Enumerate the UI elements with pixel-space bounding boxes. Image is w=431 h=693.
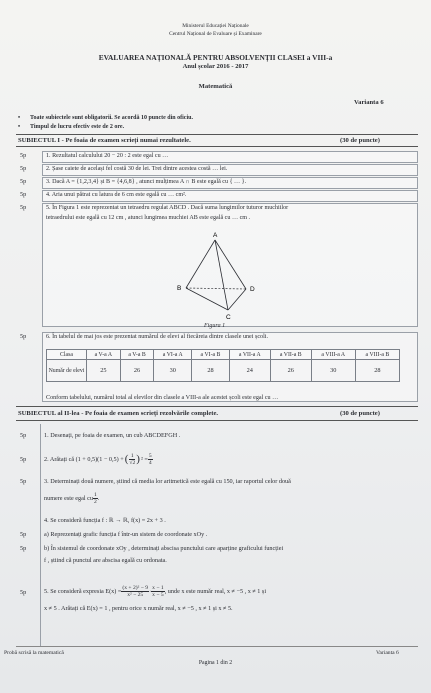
table-cell: 28 — [192, 360, 230, 382]
question-text: b) În sistemul de coordonate xOy , determinați abscisa punctului care aparține graficului funcției — [44, 545, 284, 552]
question-text: 2. Arătați că (1 + 0,5)(1 − 0,5) + — [44, 455, 124, 463]
question-text: 5. Se consideră expresia E(x) = — [44, 587, 122, 595]
question-row — [16, 164, 418, 176]
fraction: $\frac{x - 1}{x - 5}$ — [152, 584, 164, 598]
table-header-cell: a VIII-a B — [355, 350, 399, 360]
question-text: a) Reprezentați grafic funcția f într-un sistem de coordonate xOy . — [44, 531, 208, 538]
bullet-icon: • — [18, 115, 21, 121]
page-number: Pagina 1 din 2 — [198, 660, 233, 666]
question-points: 5p — [20, 191, 27, 198]
tetrahedron-figure — [160, 228, 270, 328]
table-cell: 30 — [311, 360, 355, 382]
question-points: 5p — [20, 178, 27, 185]
table-header-cell: Clasa — [47, 350, 87, 360]
question-row — [16, 151, 418, 163]
question-text-cont: tetraedrului este egală cu 12 cm , atunci lungimea muchiei AB este egală cu … cm . — [46, 215, 251, 221]
subject1-title: SUBIECTUL I - Pe foaia de examen scrieți numai rezultatele. — [18, 137, 191, 144]
question-points: 5p — [20, 204, 27, 211]
subject1-points: (30 de puncte) — [340, 137, 380, 144]
table-header-cell: a V-a B — [120, 350, 154, 360]
table-cell: 25 — [87, 360, 121, 382]
fraction: $\frac{1}{√2}$ — [129, 452, 136, 466]
divider — [16, 146, 418, 147]
figure-caption: Figura 1 — [204, 323, 226, 329]
table-row — [47, 360, 400, 382]
subject-name: Matematică — [198, 83, 233, 90]
bullet-icon: • — [18, 124, 21, 130]
table-cell: 30 — [154, 360, 192, 382]
question-points: 5p — [20, 432, 27, 439]
table-cell: 28 — [355, 360, 399, 382]
divider — [16, 406, 418, 407]
question-line: 5. Se consideră expresia E(x) = $\frac{\text{(x + 2)² − 9}}{\text{x² − 25}}$ · $\frac{x - 1}{x - 5}$ , unde x este număr real, x ≠ −5 , x ≠ 1 și — [44, 584, 267, 598]
question-text-cont: x ≠ 5 . Arătați că E(x) = 1 , pentru orice x număr real, x ≠ −5 , x ≠ 1 și x ≠ 5. — [44, 605, 233, 612]
instruction-1: Toate subiectele sunt obligatorii. Se acordă 10 puncte din oficiu. — [30, 115, 193, 121]
question-points: 5p — [20, 589, 27, 596]
question-text: 4. Aria unui pătrat cu latura de 6 cm este egală cu … cm². — [46, 192, 187, 198]
table-header-cell: a VIII-a A — [311, 350, 355, 360]
vertex-label-b: B — [177, 285, 182, 292]
divider — [16, 134, 418, 135]
fraction: $\frac{1}{2}$ — [93, 491, 97, 505]
question-text-cont: numere este egal cu — [44, 494, 93, 502]
table-header-cell: a VII-a A — [229, 350, 270, 360]
vertex-label-a: A — [213, 232, 218, 239]
class-table — [46, 349, 400, 382]
question-text: 5. În Figura 1 este reprezentat un tetraedru regulat ABCD . Dacă suma lungimilor tuturor muchiilor — [46, 205, 289, 211]
table-header-cell: a VI-a A — [154, 350, 192, 360]
question-text-cont: f , știind că punctul are abscisa egală cu ordonata. — [44, 557, 167, 564]
school-year: Anul școlar 2016 - 2017 — [182, 63, 249, 70]
table-row-label: Număr de elevi — [47, 360, 87, 382]
footer-right: Varianta 6 — [376, 650, 399, 656]
question-points: 5p — [20, 152, 27, 159]
center-name: Centrul Național de Evaluare și Examinare — [169, 31, 262, 37]
subject2-points: (30 de puncte) — [340, 410, 380, 417]
question-text-cont: Conform tabelului, numărul total al elevilor din clasele a VIII-a ale acestei școli este egal cu … — [46, 395, 279, 401]
table-cell: 26 — [120, 360, 154, 382]
question-text: 3. Dacă A = {1,2,3,4} și B = {4,6,8} , atunci mulțimea A ∩ B este egală cu { … }. — [46, 179, 247, 185]
footer-divider — [16, 646, 418, 647]
ministry-name: Ministerul Educației Naționale — [182, 23, 249, 29]
question-row — [16, 332, 418, 344]
table-header-cell: a V-a A — [87, 350, 121, 360]
question-row — [16, 177, 418, 189]
question-text: 3. Determinați două numere, știind că media lor aritmetică este egală cu 150, iar raportul celor două — [44, 478, 291, 485]
question-text: 4. Se consideră funcția f : ℝ → ℝ, f(x) = 2x + 3 . — [44, 517, 166, 524]
instruction-2: Timpul de lucru efectiv este de 2 ore. — [30, 124, 125, 130]
divider — [16, 420, 418, 421]
footer-left: Probă scrisă la matematică — [4, 650, 64, 656]
margin-line — [40, 424, 41, 646]
table-header-cell: a VI-a B — [192, 350, 230, 360]
question-points: 5p — [20, 545, 27, 552]
table-cell: 24 — [229, 360, 270, 382]
question-points: 5p — [20, 456, 27, 463]
variant-label: Varianta 6 — [354, 99, 384, 106]
question-text: 2. Șase caiete de același fel costă 30 de lei. Trei dintre acestea costă … lei. — [46, 166, 228, 172]
vertex-label-c: C — [226, 314, 231, 321]
table-header-row — [47, 350, 400, 360]
exam-title: EVALUAREA NAȚIONALĂ PENTRU ABSOLVENȚII CLASEI a VIII-a — [98, 53, 333, 62]
question-line: numere este egal cu $\frac{1}{2}$ . — [44, 491, 100, 505]
fraction: $\frac{5}{4}$ — [148, 452, 152, 466]
question-text: 1. Rezultatul calculului 20 − 20 : 2 este egal cu … — [46, 153, 169, 159]
table-cell: 26 — [270, 360, 311, 382]
question-line: 2. Arătați că (1 + 0,5)(1 − 0,5) + ( $\frac{1}{√2}$ ) ² = $\frac{5}{4}$ — [44, 452, 152, 466]
question-row — [16, 190, 418, 202]
question-points: 5p — [20, 478, 27, 485]
table-header-cell: a VII-a B — [270, 350, 311, 360]
fraction: $\frac{\text{(x + 2)² − 9}}{\text{x² − 25}}$ — [122, 584, 149, 598]
question-points: 5p — [20, 165, 27, 172]
question-points: 5p — [20, 531, 27, 538]
vertex-label-d: D — [250, 286, 255, 293]
question-row — [16, 203, 418, 215]
subject2-title: SUBIECTUL al II-lea - Pe foaia de examen scrieți rezolvările complete. — [18, 410, 219, 417]
question-text: 6. În tabelul de mai jos este prezentat numărul de elevi al fiecăreia dintre clasele unei școli. — [46, 334, 268, 340]
question-text: 1. Desenați, pe foaia de examen, un cub ABCDEFGH . — [44, 432, 181, 439]
question-points: 5p — [20, 333, 27, 340]
